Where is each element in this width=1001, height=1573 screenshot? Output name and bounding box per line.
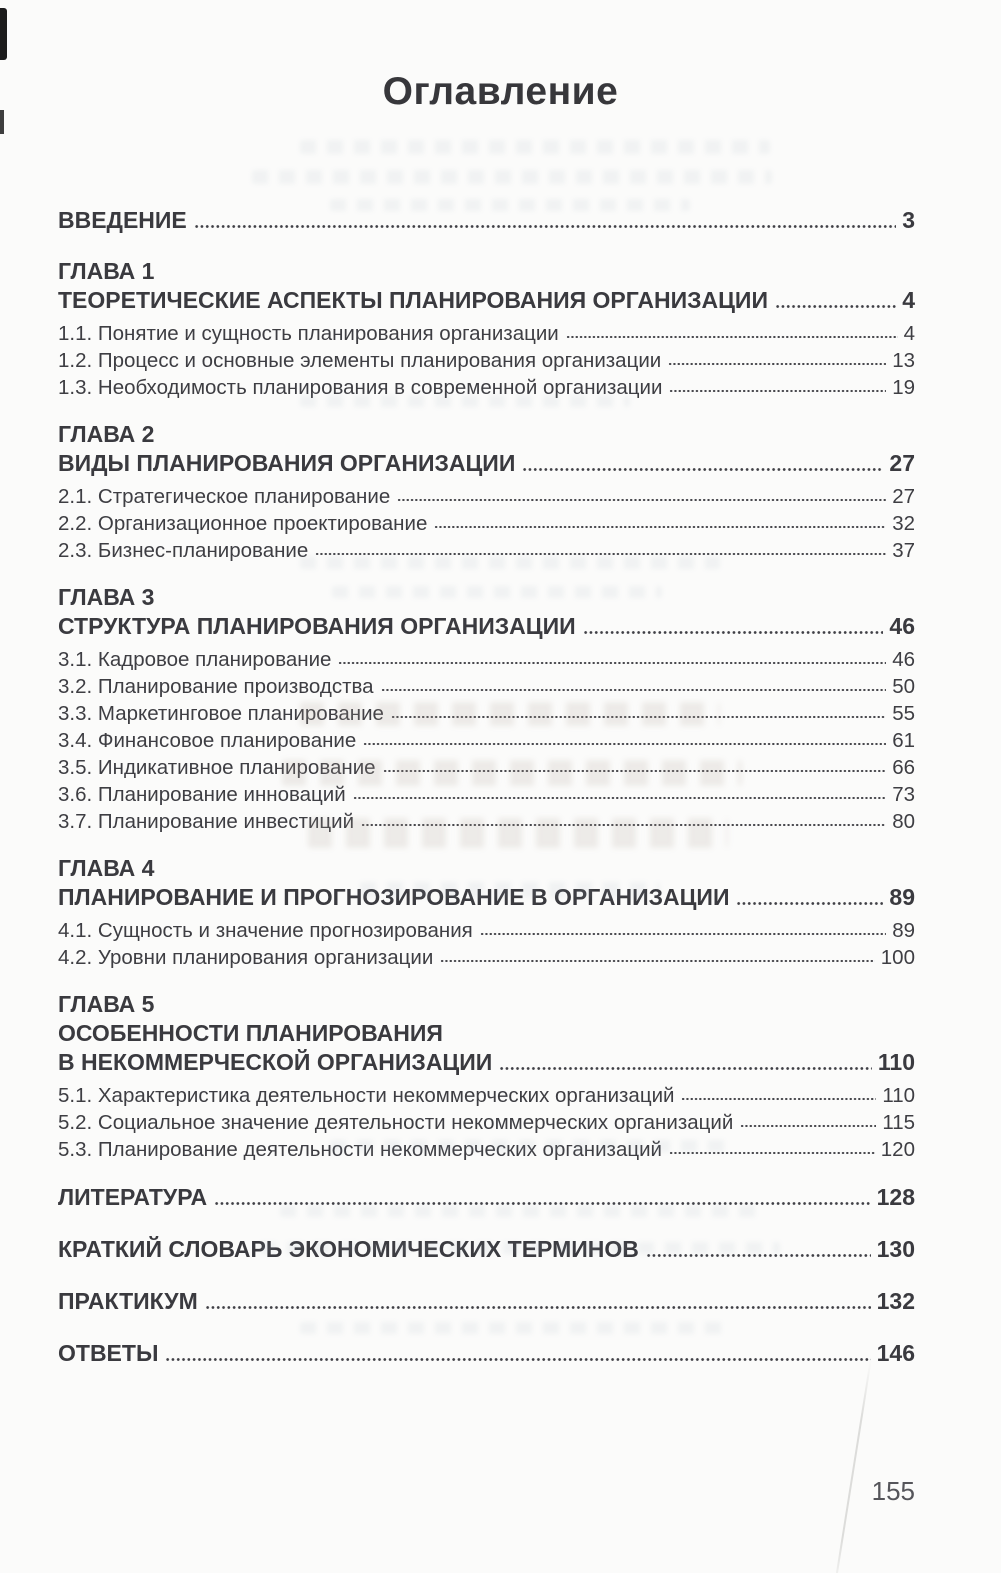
toc-section-label: 5.2. Социальное значение деятельности некоммерческих организаций <box>58 1111 734 1134</box>
dot-leader <box>499 1048 872 1077</box>
toc-entry-page: 3 <box>902 207 915 233</box>
toc-entry-page: 128 <box>876 1184 915 1210</box>
toc-section-label: 3.1. Кадровое планирование <box>58 648 332 671</box>
toc-section-page: 120 <box>880 1138 915 1161</box>
toc-section-label: 5.1. Характеристика деятельности некоммерческих организаций <box>58 1084 675 1107</box>
toc-entry-introduction <box>58 206 915 235</box>
chapter-sections <box>58 1085 915 1160</box>
dot-leader <box>522 449 883 478</box>
chapter-title: ВИДЫ ПЛАНИРОВАНИЯ ОРГАНИЗАЦИИ <box>58 450 516 476</box>
toc-section-label: 5.3. Планирование деятельности некоммерческих организаций <box>58 1138 662 1161</box>
toc-section-page: 4 <box>903 322 915 345</box>
toc-section-label: 2.3. Бизнес-планирование <box>58 539 309 562</box>
toc-section-page: 73 <box>892 783 915 806</box>
toc-entry-label: ПРАКТИКУМ <box>58 1288 198 1314</box>
chapter-sections <box>58 920 915 968</box>
toc-section-page: 66 <box>892 756 915 779</box>
dot-leader <box>214 1183 870 1212</box>
dot-leader <box>397 486 886 507</box>
toc-chapter-5 <box>58 990 915 1160</box>
toc-section-row <box>58 649 915 670</box>
dot-leader <box>681 1085 876 1106</box>
dot-leader <box>566 323 898 344</box>
toc-section-label: 1.2. Процесс и основные элементы планирования организации <box>58 349 662 372</box>
toc-section-row <box>58 1112 915 1133</box>
toc-section-label: 3.5. Индикативное планирование <box>58 756 376 779</box>
dot-leader <box>669 1139 875 1160</box>
chapter-sections <box>58 323 915 398</box>
toc-section-row <box>58 811 915 832</box>
dot-leader <box>740 1112 876 1133</box>
dot-leader <box>669 377 886 398</box>
toc-section-row <box>58 486 915 507</box>
dot-leader <box>480 920 886 941</box>
chapter-page: 89 <box>889 884 915 910</box>
toc-entry-page: 146 <box>876 1340 915 1366</box>
toc-section-label: 3.4. Финансовое планирование <box>58 729 357 752</box>
toc-chapter-4 <box>58 854 915 968</box>
dot-leader <box>363 730 886 751</box>
toc-section-page: 13 <box>892 349 915 372</box>
toc-section-row <box>58 703 915 724</box>
toc-section-row <box>58 1085 915 1106</box>
toc-section-page: 46 <box>892 648 915 671</box>
dot-leader <box>434 513 886 534</box>
toc-section-page: 27 <box>892 485 915 508</box>
chapter-title-line1: ОСОБЕННОСТИ ПЛАНИРОВАНИЯ <box>58 1020 443 1046</box>
toc-section-row <box>58 350 915 371</box>
toc-section-row <box>58 947 915 968</box>
dot-leader <box>353 784 886 805</box>
dot-leader <box>165 1339 870 1368</box>
chapter-number-label: ГЛАВА 2 <box>58 421 155 447</box>
toc-entry-glossary <box>58 1235 915 1264</box>
chapter-title: ПЛАНИРОВАНИЕ И ПРОГНОЗИРОВАНИЕ В ОРГАНИЗАЦИИ <box>58 884 730 910</box>
toc-section-label: 3.6. Планирование инноваций <box>58 783 346 806</box>
toc-entry-practicum <box>58 1287 915 1316</box>
toc-section-row <box>58 1139 915 1160</box>
dot-leader <box>338 649 886 670</box>
chapter-title-row <box>58 1048 915 1077</box>
toc-section-row <box>58 676 915 697</box>
chapter-sections <box>58 649 915 832</box>
table-of-contents <box>58 206 915 1368</box>
page-title: Оглавление <box>382 70 619 113</box>
toc-section-label: 1.3. Необходимость планирования в современной организации <box>58 376 663 399</box>
dot-leader <box>391 703 886 724</box>
toc-section-label: 1.1. Понятие и сущность планирования организации <box>58 322 559 345</box>
dot-leader <box>383 757 887 778</box>
chapter-title: СТРУКТУРА ПЛАНИРОВАНИЯ ОРГАНИЗАЦИИ <box>58 613 576 639</box>
toc-section-label: 2.2. Организационное проектирование <box>58 512 428 535</box>
bleed-through-artifact <box>252 170 772 184</box>
toc-section-label: 3.7. Планирование инвестиций <box>58 810 355 833</box>
toc-section-row <box>58 513 915 534</box>
chapter-number-label: ГЛАВА 5 <box>58 991 155 1017</box>
scan-edge-mark <box>0 110 4 134</box>
toc-section-page: 37 <box>892 539 915 562</box>
toc-section-page: 100 <box>880 946 915 969</box>
chapter-page: 110 <box>877 1049 915 1075</box>
toc-section-page: 32 <box>892 512 915 535</box>
toc-section-page: 89 <box>892 919 915 942</box>
toc-section-page: 80 <box>892 810 915 833</box>
toc-section-page: 19 <box>892 376 915 399</box>
toc-section-label: 4.2. Уровни планирования организации <box>58 946 434 969</box>
scan-scratch-line <box>832 1359 872 1573</box>
page-number: 155 <box>871 1476 915 1506</box>
toc-entry-label: ЛИТЕРАТУРА <box>58 1184 208 1210</box>
toc-section-row <box>58 757 915 778</box>
toc-section-row <box>58 323 915 344</box>
toc-section-page: 50 <box>892 675 915 698</box>
toc-chapter-1 <box>58 257 915 398</box>
toc-section-page: 55 <box>892 702 915 725</box>
toc-section-label: 3.2. Планирование производства <box>58 675 374 698</box>
toc-entry-answers <box>58 1339 915 1368</box>
toc-chapter-3 <box>58 583 915 832</box>
dot-leader <box>583 612 884 641</box>
toc-section-row <box>58 377 915 398</box>
dot-leader <box>315 540 886 561</box>
toc-section-row <box>58 730 915 751</box>
dot-leader <box>668 350 886 371</box>
dot-leader <box>736 883 883 912</box>
toc-section-row <box>58 784 915 805</box>
toc-chapter-2 <box>58 420 915 561</box>
scan-edge-mark <box>0 8 7 60</box>
chapter-number-label: ГЛАВА 1 <box>58 258 155 284</box>
chapter-title: В НЕКОММЕРЧЕСКОЙ ОРГАНИЗАЦИИ <box>58 1049 493 1075</box>
toc-section-row <box>58 540 915 561</box>
dot-leader <box>361 811 886 832</box>
dot-leader <box>440 947 875 968</box>
chapter-title-row <box>58 286 915 315</box>
toc-section-row <box>58 920 915 941</box>
bleed-through-artifact <box>300 140 770 154</box>
chapter-page: 46 <box>889 613 915 639</box>
chapter-number-label: ГЛАВА 3 <box>58 584 155 610</box>
toc-entry-page: 130 <box>876 1236 915 1262</box>
dot-leader <box>205 1287 871 1316</box>
toc-section-label: 3.3. Маркетинговое планирование <box>58 702 384 725</box>
chapter-page: 27 <box>889 450 915 476</box>
toc-section-page: 61 <box>892 729 915 752</box>
dot-leader <box>381 676 887 697</box>
chapter-title-row <box>58 612 915 641</box>
chapter-number-label: ГЛАВА 4 <box>58 855 155 881</box>
toc-section-page: 110 <box>882 1084 915 1107</box>
toc-section-label: 2.1. Стратегическое планирование <box>58 485 391 508</box>
toc-entry-label: ВВЕДЕНИЕ <box>58 207 187 233</box>
toc-section-page: 115 <box>882 1111 915 1134</box>
dot-leader <box>194 206 896 235</box>
chapter-title-row <box>58 449 915 478</box>
toc-entry-label: КРАТКИЙ СЛОВАРЬ ЭКОНОМИЧЕСКИХ ТЕРМИНОВ <box>58 1236 639 1262</box>
toc-entry-label: ОТВЕТЫ <box>58 1340 159 1366</box>
chapter-sections <box>58 486 915 561</box>
toc-entry-page: 132 <box>876 1288 915 1314</box>
chapter-title: ТЕОРЕТИЧЕСКИЕ АСПЕКТЫ ПЛАНИРОВАНИЯ ОРГАНИЗАЦИИ <box>58 287 768 313</box>
toc-section-label: 4.1. Сущность и значение прогнозирования <box>58 919 473 942</box>
chapter-page: 4 <box>902 287 915 313</box>
dot-leader <box>646 1235 871 1264</box>
chapter-title-row <box>58 883 915 912</box>
toc-back-matter <box>58 1183 915 1368</box>
toc-entry-literature <box>58 1183 915 1212</box>
dot-leader <box>775 286 896 315</box>
